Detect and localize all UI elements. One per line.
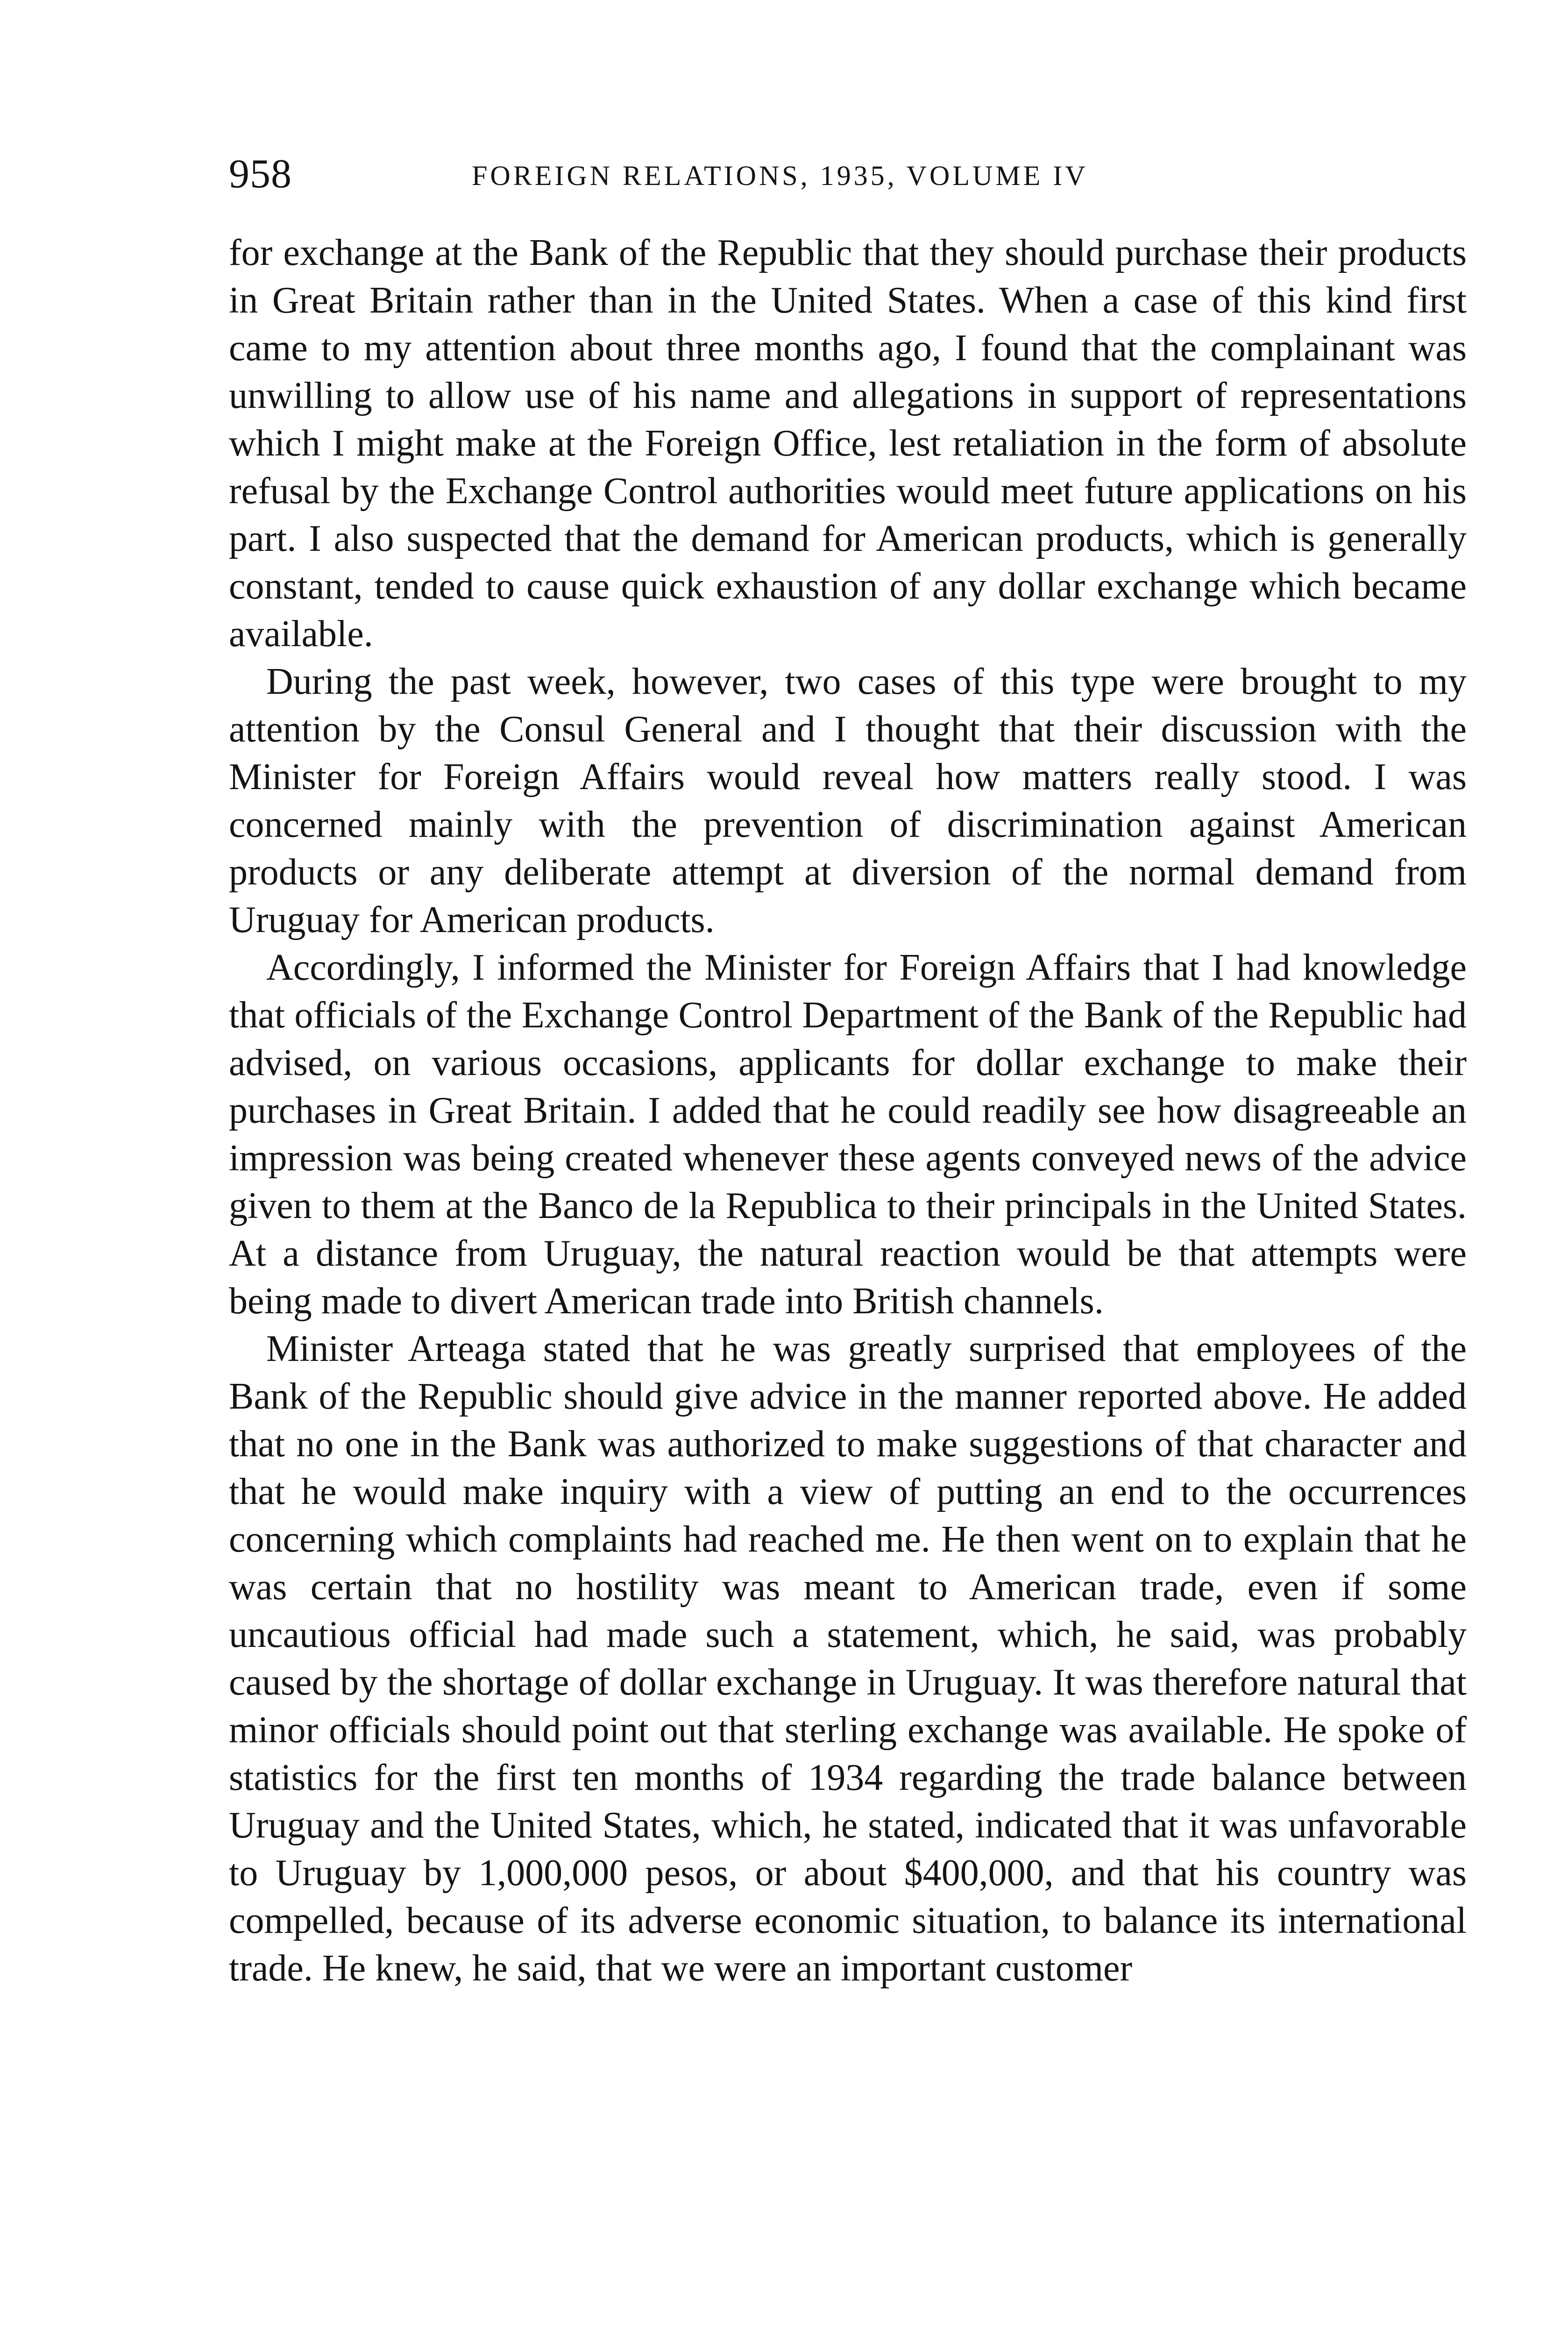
body-text	[229, 229, 1467, 1992]
running-header	[229, 149, 1467, 200]
paragraph-continued: for exchange at the Bank of the Republic that they should purchase their products in Great Britain rather than in the United States. When a case of this kind first came to my attention about three months ago, I found that the complainant was unwilling to allow use of his name and allegations in support of representations which I might make at the Foreign Office, lest retaliation in the form of absolute refusal by the Exchange Control authorities would meet future applications on his part. I also suspected that the demand for American products, which is generally constant, tended to cause quick exhaustion of any dollar exchange which became available.	[229, 232, 1467, 655]
paragraph-informed-minister: Accordingly, I informed the Minister for Foreign Affairs that I had knowledge that officials of the Exchange Control Department of the Bank of the Republic had advised, on various occasions, applicants for dollar exchange to make their purchases in Great Britain. I added that he could readily see how disagreeable an impression was being created whenever these agents conveyed news of the advice given to them at the Banco de la Republica to their principals in the United States. At a distance from Uruguay, the natural reaction would be that attempts were being made to divert American trade into British channels.	[229, 947, 1467, 1322]
paragraph-minister-arteaga-reply: Minister Arteaga stated that he was greatly surprised that employees of the Bank of the Republic should give advice in the manner reported above. He added that no one in the Bank was authorized to make suggestions of that character and that he would make inquiry with a view of putting an end to the occurrences concerning which complaints had reached me. He then went on to explain that he was certain that no hostility was meant to American trade, even if some uncautious official had made such a statement, which, he said, was probably caused by the shortage of dollar exchange in Uruguay. It was therefore natural that minor officials should point out that sterling exchange was available. He spoke of statistics for the first ten months of 1934 regarding the trade balance between Uruguay and the United States, which, he stated, indicated that it was unfavorable to Uruguay by 1,000,000 pesos, or about $400,000, and that his country was compelled, because of its adverse economic situation, to balance its international trade. He knew, he said, that we were an important customer	[229, 1328, 1467, 1989]
paragraph-consul-general-cases: During the past week, however, two cases of this type were brought to my attention by the Consul General and I thought that their discussion with the Minister for Foreign Affairs would reveal how matters really stood. I was concerned mainly with the prevention of discrimination against American products or any deliberate attempt at diversion of the normal demand from Uruguay for American products.	[229, 661, 1467, 940]
page-number: 958	[229, 151, 292, 197]
running-title: FOREIGN RELATIONS, 1935, VOLUME IV	[472, 160, 1088, 191]
